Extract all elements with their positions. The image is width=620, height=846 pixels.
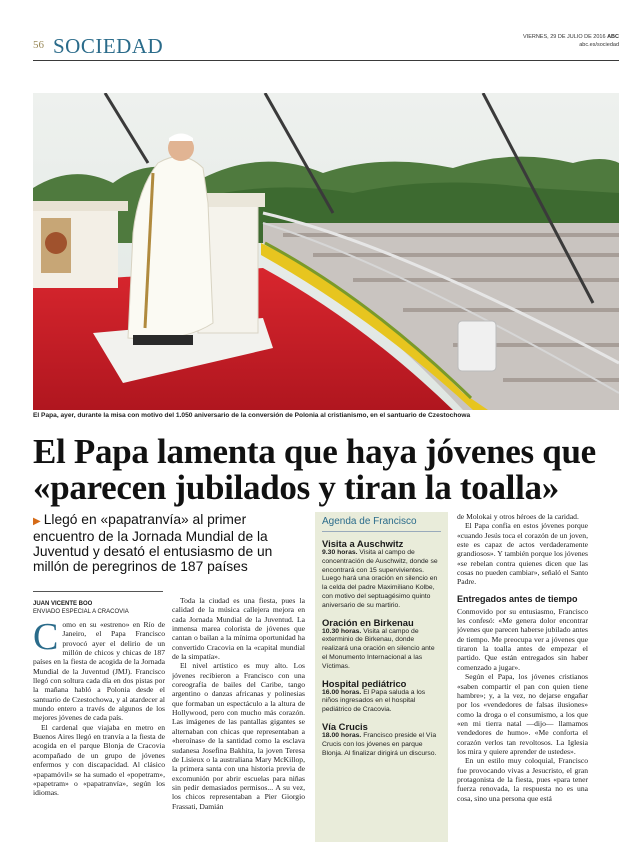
agenda-item bbox=[322, 538, 441, 611]
paragraph-text: omo en su «estreno» en Río de Janeiro, el Papa Francisco provocó ayer el delirio de un millón de chicos y chicas de 187 países en la fiesta de acogida de la Jornada Mundial de la Juventud (JMJ). Francisco llegó con soltura cada día en dos pistas por la mañana habló a Polonia desde el santuario de Czestochowa, y al atardecer al mundo entero a través de algunos de los mejores jóvenes de cada país. bbox=[33, 620, 165, 723]
paragraph: de Molokai y otros héroes de la caridad. bbox=[457, 512, 579, 521]
agenda-title: Agenda de Francisco bbox=[322, 516, 441, 532]
agenda-time: 9.30 horas. bbox=[322, 549, 358, 556]
agenda-item-heading: Oración en Birkenau bbox=[322, 616, 414, 628]
agenda-item-text bbox=[322, 549, 441, 611]
date: VIERNES, 29 DE JULIO DE 2016 bbox=[523, 34, 606, 40]
byline-author: JUAN VICENTE BOO bbox=[33, 601, 93, 607]
header-rule bbox=[33, 60, 619, 61]
agenda-item bbox=[322, 617, 441, 672]
agenda-item-heading: Hospital pediátrico bbox=[322, 677, 407, 689]
byline-rule bbox=[33, 591, 163, 592]
agenda-time: 18.00 horas. bbox=[322, 731, 362, 739]
article-column-1 bbox=[33, 620, 165, 842]
main-photo bbox=[33, 93, 619, 410]
photo-caption: El Papa, ayer, durante la misa con motivo del 1.050 aniversario de la conversión de Polonia al cristianismo, en el santuario de Czestochowa bbox=[33, 412, 471, 419]
agenda-item-text bbox=[322, 628, 441, 672]
paragraph: El Papa confía en estos jóvenes porque «cuando Jesús toca el corazón de un joven, este es capaz de actos verdaderamente grandiosos». Y también porque los jóvenes «se rebelan contra quienes dicen que las cosas no pueden cambiar», señaló el Santo Padre. bbox=[457, 521, 588, 587]
mass-photo-illustration bbox=[33, 93, 619, 410]
article-column-2 bbox=[172, 596, 305, 842]
intertitle: Entregados antes de tiempo bbox=[457, 593, 578, 604]
paragraph: En un estilo muy coloquial, Francisco fue provocando vivas a Jesucristo, el gran protagonista de la fiesta, pues «para tener fuerza renovada, la respuesta no es una cosa, sino una persona que está bbox=[457, 756, 588, 803]
paragraph: Según el Papa, los jóvenes cristianos «saben compartir el pan con quien tiene hambre»; y, a la vez, no dejarse engañar por los «vendedores de falsas ilusiones» como la droga o el consumismo, a los que «en mi tierra natal —dijo— llamamos vendedores de humo». «Me conforta el corazón verlos tan revoltosos. La Iglesia los mira y quiere aprender de ustedes». bbox=[457, 672, 588, 756]
agenda-sidebar bbox=[315, 512, 448, 842]
byline-role: ENVIADO ESPECIAL A CRACOVIA bbox=[33, 609, 129, 615]
byline bbox=[33, 600, 129, 616]
agenda-description: Visita al campo de exterminio de Birkenau, donde realizará una oración en silencio ante el Monumento Internacional a las Víctimas. bbox=[322, 627, 435, 670]
subheadline bbox=[33, 512, 303, 574]
agenda-item-heading: Visita a Auschwitz bbox=[322, 538, 404, 549]
paragraph: El nivel artístico es muy alto. Los jóvenes recibieron a Francisco con una coreografía de bailes del Caribe, tango argentino o danzas africanas y polinesias que formaban un espectáculo a la altura de Hollywood, pero con mucho más corazón. Las imágenes de las pantallas gigantes se alternaban con chicas que representaban a «heroínas» de la santidad como la esclava sudanesa Josefina Bakhita, la joven Teresa de Lisieux o la australiana Mary McKillop, la primera santa con una historia previa de excomunión por abrir escuelas para niñas sin pedir demasiados permisos... A su vez, los chicos representaban a Pier Giorgio Frassati, Damián bbox=[172, 661, 305, 811]
paragraph: Conmovido por su entusiasmo, Francisco les confesó: «Me genera dolor encontrar jóvenes que parecen haberse jubilado antes de tiempo. Me preocupa ver a jóvenes que tiraron la toalla antes de empezar el partido. Que están entregados sin haber comenzado a jugar». bbox=[457, 606, 588, 672]
triangle-bullet-icon: ▶ bbox=[33, 516, 41, 527]
dateline bbox=[523, 33, 619, 49]
headline: El Papa lamenta que haya jóvenes que «parecen jubilados y tiran la toalla» bbox=[33, 432, 596, 507]
agenda-item-text bbox=[322, 732, 441, 758]
section-title: SOCIEDAD bbox=[53, 34, 164, 58]
agenda-item bbox=[322, 721, 441, 758]
agenda-item-heading: Vía Crucis bbox=[322, 720, 368, 732]
paragraph: Toda la ciudad es una fiesta, pues la calidad de la música callejera mejora en cada Jornada Mundial de la Juventud. La inmensa marea colorista de jóvenes que cantan o bailan a la mínima oportunidad ha convertido Cracovia en la «capital mundial de la simpatía». bbox=[172, 596, 305, 662]
subheadline-text: Llegó en «papatranvía» al primer encuentro de la Jornada Mundial de la Juventud y desató el entusiasmo de un millón de peregrinos de 187 países bbox=[33, 512, 273, 574]
agenda-description: El Papa saluda a los niños ingresados en el hospital pediátrico de Cracovia. bbox=[322, 688, 426, 714]
agenda-description: Visita al campo de concentración de Auschwitz, donde se encontrará con 15 supervivientes. Luego hará una oración en silencio en la celda del padre Maximiliano Kolbe, con motivo del septuagésimo quinto aniversario de su martirio. bbox=[322, 549, 438, 609]
agenda-time: 10.30 horas. bbox=[322, 627, 362, 635]
drop-cap: C bbox=[33, 620, 59, 658]
paragraph bbox=[33, 620, 165, 723]
agenda-time: 16.00 horas. bbox=[322, 688, 362, 696]
site-url: abc.es/sociedad bbox=[579, 42, 619, 48]
masthead: ABC bbox=[607, 34, 619, 40]
agenda-item bbox=[322, 678, 441, 715]
article-column-4 bbox=[457, 512, 588, 842]
agenda-item-text bbox=[322, 689, 441, 715]
page-header bbox=[33, 30, 619, 64]
agenda-description: Francisco preside el Vía Crucis con los jóvenes en parque Blonja. Al finalizar dirigirá un discurso. bbox=[322, 731, 437, 757]
paragraph: El cardenal que viajaba en metro en Buenos Aires llegó en tranvía a la fiesta de acogida en el parque Blonja de Cracovia acompañado de un grupo de jóvenes enfermos y con discapacidad. Al clásico «papamóvil» se ha sumado el «popetram», «papetram» o «papatranvía», según los idiomas. bbox=[33, 722, 165, 798]
page-number: 56 bbox=[33, 39, 44, 51]
